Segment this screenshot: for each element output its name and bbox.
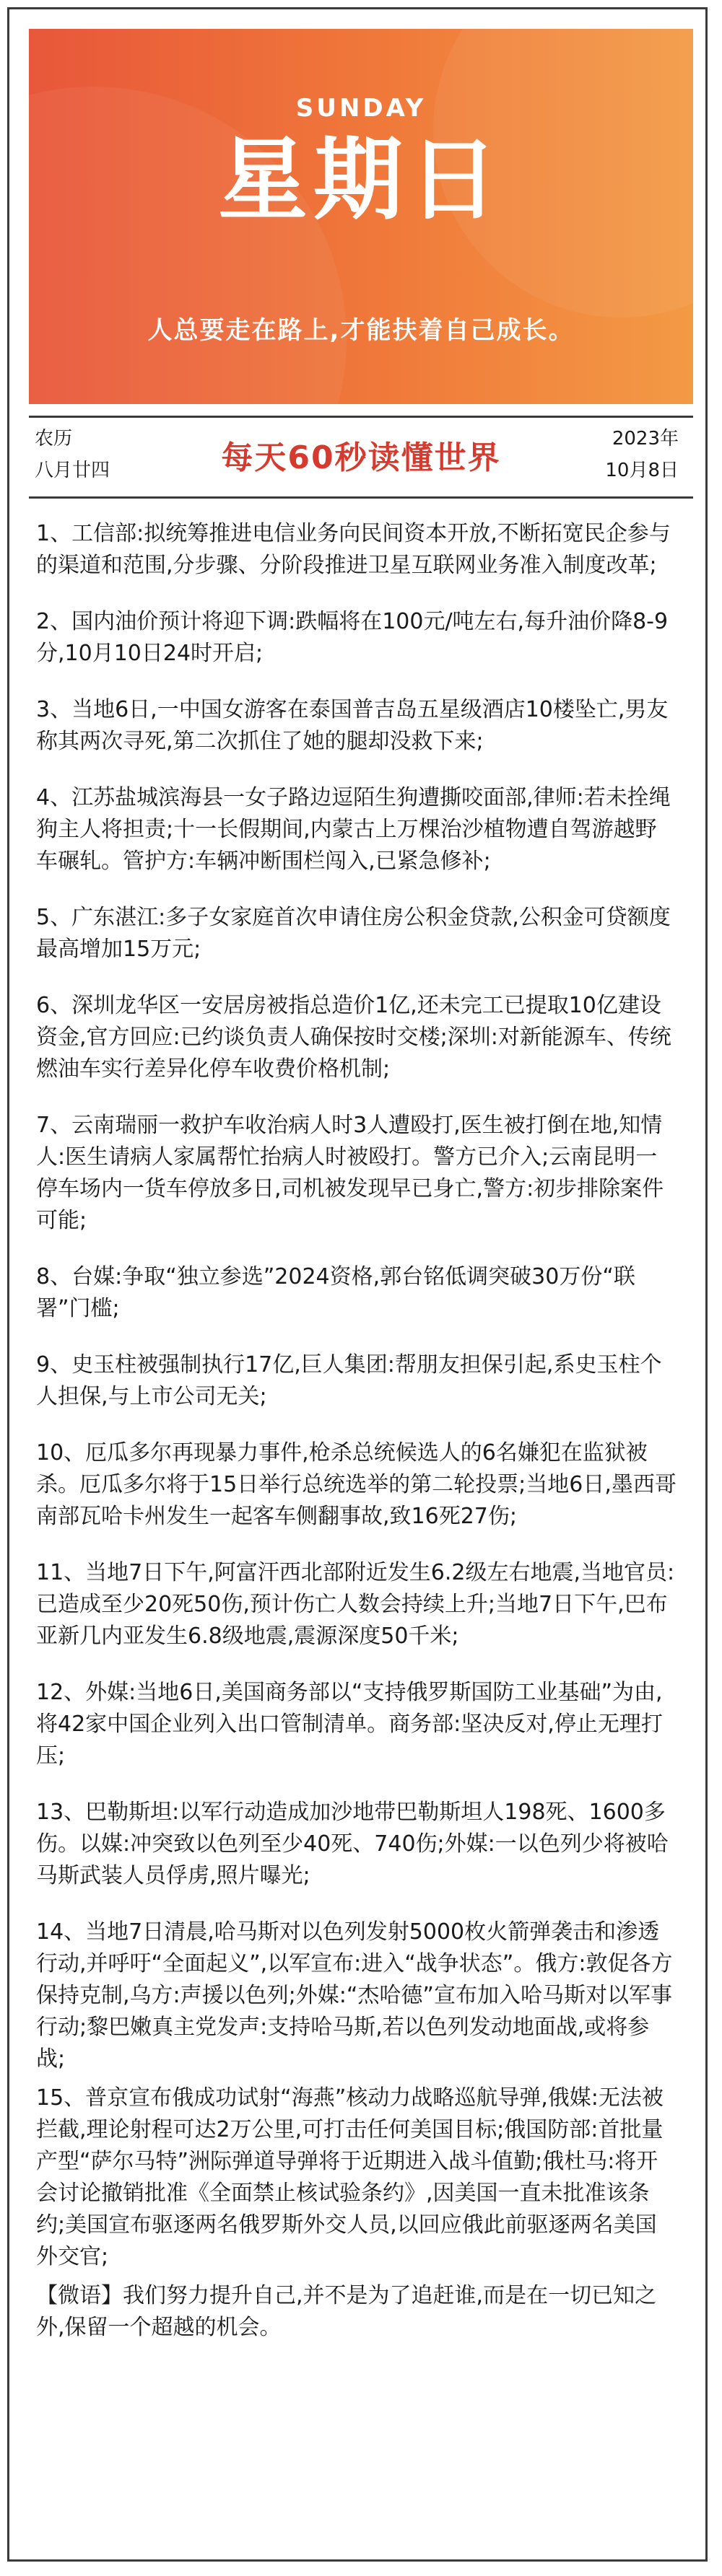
lunar-label: 农历	[35, 428, 73, 450]
news-list	[36, 518, 686, 2368]
year: 2023年	[612, 428, 679, 450]
header-banner	[29, 29, 693, 404]
banner-weekday-title: 星期日	[217, 128, 504, 232]
divider-bottom	[29, 496, 693, 499]
banner-slogan: 人总要走在路上,才能扶着自己成长。	[147, 316, 575, 345]
news-item: 5、广东湛江:多子女家庭首次申请住房公积金贷款,公积金可贷额度最高增加15万元;	[36, 905, 671, 962]
news-item: 6、深圳龙华区一安居房被指总造价1亿,还未完工已提取10亿建设资金,官方回应:已约谈负责人确保按时交楼;深圳:对新能源车、传统燃油车实行差异化停车收费价格机制;	[36, 993, 671, 1082]
banner-weekday-english: SUNDAY	[295, 94, 427, 123]
news-item: 11、当地7日下午,阿富汗西北部附近发生6.2级左右地震,当地官员:已造成至少20死50伤,预计伤亡人数会持续上升;当地7日下午,巴布亚新几内亚发生6.8级地震,震源深度50千米;	[36, 1560, 675, 1649]
gregorian-date-block	[605, 423, 679, 486]
month-day: 10月8日	[605, 460, 679, 481]
news-item: 7、云南瑞丽一救护车收治病人时3人遭殴打,医生被打倒在地,知情人:医生请病人家属帮忙抬病人时被殴打。警方已介入;云南昆明一停车场内一货车停放多日,司机被发现早已身亡,警方:初步排除案件可能;	[36, 1113, 664, 1233]
news-item: 10、厄瓜多尔再现暴力事件,枪杀总统候选人的6名嫌犯在监狱被杀。厄瓜多尔将于15日举行总统选举的第二轮投票;当地6日,墨西哥南部瓦哈卡州发生一起客车侧翻事故,致16死27伤;	[36, 1440, 677, 1529]
news-item: 13、巴勒斯坦:以军行动造成加沙地带巴勒斯坦人198死、1600多伤。以媒:冲突致以色列至少40死、740伤;外媒:一以色列少将被哈马斯武装人员俘虏,照片曝光;	[36, 1800, 669, 1888]
divider-top	[29, 416, 693, 418]
news-item: 1、工信部:拟统筹推进电信业务向民间资本开放,不断拓宽民企参与的渠道和范围,分步骤、分阶段推进卫星互联网业务准入制度改革;	[36, 521, 671, 578]
closing-quote: 【微语】我们努力提升自己,并不是为了追赶谁,而是在一切已知之外,保留一个超越的机会。	[36, 2283, 657, 2340]
news-item: 4、江苏盐城滨海县一女子路边逗陌生狗遭撕咬面部,律师:若未拴绳狗主人将担责;十一长假期间,内蒙古上万棵治沙植物遭自驾游越野车碾轧。管护方:车辆冲断围栏闯入,已紧急修补;	[36, 785, 671, 874]
news-item: 15、普京宣布俄成功试射“海燕”核动力战略巡航导弹,俄媒:无法被拦截,理论射程可达2万公里,可打击任何美国目标;俄国防部:首批量产型“萨尔马特”洲际弹道导弹将于近期进入战斗值勤;俄杜马:将开会讨论撤销批准《全面禁止核试验条约》,因美国一直未批准该条约;美国宣布驱逐两名俄罗斯外交人员,以回应俄此前驱逐两名美国外交官;	[36, 2085, 664, 2269]
news-item: 2、国内油价预计将迎下调:跌幅将在100元/吨左右,每升油价降8-9分,10月10日24时开启;	[36, 609, 669, 666]
news-item: 12、外媒:当地6日,美国商务部以“支持俄罗斯国防工业基础”为由,将42家中国企业列入出口管制清单。商务部:坚决反对,停止无理打压;	[36, 1680, 663, 1769]
page-headline: 每天60秒读懂世界	[221, 439, 501, 476]
news-item: 3、当地6日,一中国女游客在泰国普吉岛五星级酒店10楼坠亡,男友称其两次寻死,第二次抓住了她的腿却没救下来;	[36, 697, 669, 754]
news-item: 14、当地7日清晨,哈马斯对以色列发射5000枚火箭弹袭击和渗透行动,并呼吁“全面起义”,以军宣布:进入“战争状态”。俄方:敦促各方保持克制,乌方:声援以色列;外媒:“杰哈德”宣布加入哈马斯对以军事行动;黎巴嫩真主党发声:支持哈马斯,若以色列发动地面战,或将参战;	[36, 1919, 673, 2072]
news-item: 8、台媒:争取“独立参选”2024资格,郭台铭低调突破30万份“联署”门槛;	[36, 1264, 635, 1321]
news-item: 9、史玉柱被强制执行17亿,巨人集团:帮朋友担保引起,系史玉柱个人担保,与上市公司无关;	[36, 1352, 662, 1409]
lunar-date: 八月廿四	[35, 460, 110, 481]
